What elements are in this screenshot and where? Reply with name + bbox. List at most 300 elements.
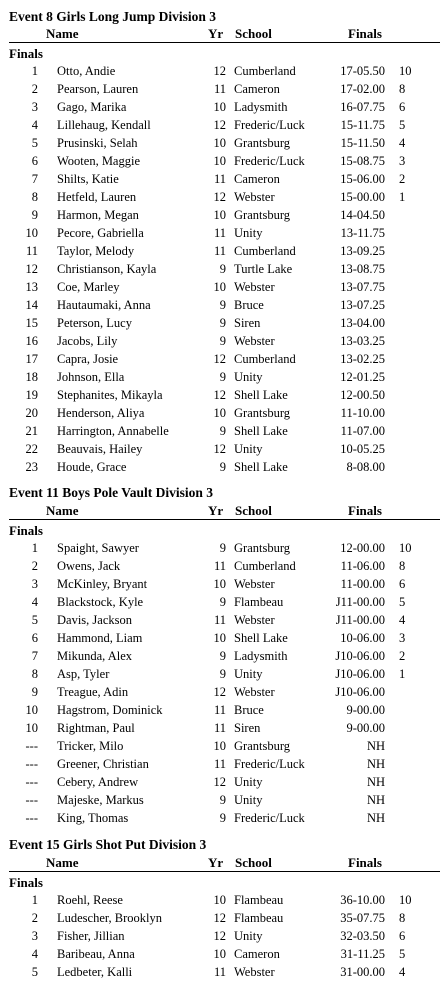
final-mark: J10-06.00	[335, 685, 385, 699]
place-cell: ---	[25, 793, 38, 807]
year-cell: 10	[213, 208, 226, 222]
year-cell: 9	[219, 298, 226, 312]
year-cell: 9	[219, 334, 226, 348]
year-cell: 9	[219, 370, 226, 384]
table-row	[0, 170, 447, 188]
year-cell: 12	[213, 911, 226, 925]
final-mark: 8-08.00	[346, 460, 385, 474]
points-cell: 10	[399, 64, 412, 78]
table-row	[0, 683, 447, 701]
school-cell: Webster	[234, 577, 275, 591]
column-header-row	[9, 855, 440, 872]
school-cell: Cumberland	[234, 352, 296, 366]
place-cell: 22	[25, 442, 38, 456]
year-cell: 10	[213, 154, 226, 168]
final-mark: J11-00.00	[335, 613, 385, 627]
year-cell: 10	[213, 577, 226, 591]
final-mark: 31-11.25	[340, 947, 385, 961]
year-cell: 11	[213, 965, 226, 979]
athlete-name: McKinley, Bryant	[57, 577, 148, 591]
header-name: Name	[46, 26, 79, 41]
school-cell: Cameron	[234, 947, 280, 961]
points-cell: 5	[399, 118, 406, 132]
points-cell: 8	[399, 559, 406, 573]
table-row	[0, 404, 447, 422]
points-cell: 1	[399, 667, 406, 681]
place-cell: 23	[25, 460, 38, 474]
final-mark: 11-00.00	[340, 577, 385, 591]
final-mark: 13-08.75	[340, 262, 385, 276]
final-mark: 13-02.25	[340, 352, 385, 366]
school-cell: Bruce	[234, 298, 264, 312]
place-cell: 10	[25, 721, 38, 735]
place-cell: 13	[25, 280, 38, 294]
header-school: School	[235, 855, 272, 870]
final-mark: 13-07.75	[340, 280, 385, 294]
year-cell: 9	[219, 595, 226, 609]
place-cell: 5	[31, 136, 38, 150]
year-cell: 11	[213, 244, 226, 258]
athlete-name: Lillehaug, Kendall	[57, 118, 151, 132]
school-cell: Frederic/Luck	[234, 757, 305, 771]
final-mark: 12-00.00	[340, 541, 385, 555]
final-mark: 14-04.50	[340, 208, 385, 222]
school-cell: Turtle Lake	[234, 262, 293, 276]
athlete-name: Owens, Jack	[57, 559, 121, 573]
place-cell: 8	[31, 190, 38, 204]
athlete-name: Beauvais, Hailey	[57, 442, 143, 456]
place-cell: 15	[25, 316, 38, 330]
final-mark: 17-02.00	[340, 82, 385, 96]
year-cell: 9	[219, 667, 226, 681]
year-cell: 9	[219, 424, 226, 438]
school-cell: Cameron	[234, 82, 280, 96]
place-cell: 12	[25, 262, 38, 276]
final-mark: J10-06.00	[335, 667, 385, 681]
athlete-name: Ludescher, Brooklyn	[57, 911, 163, 925]
school-cell: Grantsburg	[234, 541, 291, 555]
school-cell: Unity	[234, 226, 263, 240]
athlete-name: Mikunda, Alex	[57, 649, 132, 663]
year-cell: 12	[213, 64, 226, 78]
table-row	[0, 791, 447, 809]
points-cell: 2	[399, 172, 406, 186]
points-cell: 4	[399, 136, 406, 150]
header-name: Name	[46, 503, 79, 518]
place-cell: 7	[31, 172, 38, 186]
final-mark: 16-07.75	[340, 100, 385, 114]
year-cell: 12	[213, 775, 226, 789]
year-cell: 10	[213, 893, 226, 907]
athlete-name: Spaight, Sawyer	[57, 541, 139, 555]
header-yr: Yr	[208, 26, 224, 41]
school-cell: Cumberland	[234, 64, 296, 78]
athlete-name: Cebery, Andrew	[57, 775, 139, 789]
school-cell: Grantsburg	[234, 208, 291, 222]
table-row	[0, 62, 447, 80]
year-cell: 12	[213, 929, 226, 943]
school-cell: Shell Lake	[234, 460, 288, 474]
place-cell: 3	[31, 929, 38, 943]
final-mark: NH	[366, 811, 385, 825]
school-cell: Cumberland	[234, 559, 296, 573]
athlete-name: Taylor, Melody	[57, 244, 135, 258]
place-cell: 9	[31, 208, 38, 222]
final-mark: 9-00.00	[346, 721, 385, 735]
year-cell: 11	[213, 757, 226, 771]
points-cell: 6	[399, 577, 406, 591]
table-row	[0, 278, 447, 296]
place-cell: 1	[31, 64, 38, 78]
year-cell: 12	[213, 190, 226, 204]
place-cell: 16	[25, 334, 38, 348]
place-cell: 14	[25, 298, 38, 312]
school-cell: Unity	[234, 370, 263, 384]
athlete-name: Henderson, Aliya	[57, 406, 145, 420]
header-finals: Finals	[348, 503, 382, 518]
school-cell: Shell Lake	[234, 388, 288, 402]
final-mark: 36-10.00	[340, 893, 385, 907]
year-cell: 10	[213, 280, 226, 294]
year-cell: 10	[213, 406, 226, 420]
school-cell: Flambeau	[234, 911, 284, 925]
table-row	[0, 773, 447, 791]
year-cell: 12	[213, 352, 226, 366]
points-cell: 3	[399, 631, 406, 645]
table-row	[0, 719, 447, 737]
place-cell: 3	[31, 577, 38, 591]
school-cell: Webster	[234, 190, 275, 204]
header-finals: Finals	[348, 855, 382, 870]
school-cell: Siren	[234, 721, 261, 735]
points-cell: 8	[399, 82, 406, 96]
points-cell: 4	[399, 613, 406, 627]
athlete-name: Capra, Josie	[57, 352, 119, 366]
year-cell: 10	[213, 631, 226, 645]
year-cell: 10	[213, 136, 226, 150]
table-row	[0, 539, 447, 557]
year-cell: 12	[213, 442, 226, 456]
section-label: Finals	[9, 523, 43, 538]
table-row	[0, 963, 447, 981]
table-row	[0, 260, 447, 278]
place-cell: 18	[25, 370, 38, 384]
athlete-name: Johnson, Ella	[57, 370, 125, 384]
school-cell: Ladysmith	[234, 100, 288, 114]
year-cell: 11	[213, 172, 226, 186]
school-cell: Grantsburg	[234, 406, 291, 420]
athlete-name: Ledbeter, Kalli	[57, 965, 133, 979]
table-row	[0, 422, 447, 440]
place-cell: 4	[31, 947, 38, 961]
year-cell: 9	[219, 541, 226, 555]
school-cell: Unity	[234, 667, 263, 681]
athlete-name: Coe, Marley	[57, 280, 120, 294]
year-cell: 11	[213, 82, 226, 96]
place-cell: 6	[31, 154, 38, 168]
final-mark: 31-00.00	[340, 965, 385, 979]
final-mark: 35-07.75	[340, 911, 385, 925]
athlete-name: Pecore, Gabriella	[57, 226, 144, 240]
athlete-name: Harrington, Annabelle	[57, 424, 169, 438]
athlete-name: Davis, Jackson	[57, 613, 132, 627]
place-cell: 10	[25, 226, 38, 240]
athlete-name: Hautaumaki, Anna	[57, 298, 151, 312]
place-cell: 8	[31, 667, 38, 681]
school-cell: Cameron	[234, 172, 280, 186]
athlete-name: Asp, Tyler	[57, 667, 110, 681]
athlete-name: Roehl, Reese	[57, 893, 123, 907]
table-row	[0, 350, 447, 368]
table-row	[0, 188, 447, 206]
table-row	[0, 134, 447, 152]
school-cell: Flambeau	[234, 893, 284, 907]
event-title: Event 11 Boys Pole Vault Division 3	[9, 485, 214, 500]
final-mark: 13-03.25	[340, 334, 385, 348]
final-mark: 17-05.50	[340, 64, 385, 78]
header-school: School	[235, 26, 272, 41]
table-row	[0, 809, 447, 827]
table-row	[0, 296, 447, 314]
school-cell: Cumberland	[234, 244, 296, 258]
final-mark: 15-11.75	[340, 118, 385, 132]
school-cell: Frederic/Luck	[234, 811, 305, 825]
athlete-name: Blackstock, Kyle	[57, 595, 144, 609]
points-cell: 6	[399, 929, 406, 943]
athlete-name: Hagstrom, Dominick	[57, 703, 163, 717]
header-finals: Finals	[348, 26, 382, 41]
table-row	[0, 368, 447, 386]
athlete-name: Majeske, Markus	[57, 793, 144, 807]
final-mark: 12-01.25	[340, 370, 385, 384]
points-cell: 4	[399, 965, 406, 979]
place-cell: 7	[31, 649, 38, 663]
table-row	[0, 701, 447, 719]
year-cell: 12	[213, 685, 226, 699]
table-row	[0, 909, 447, 927]
table-row	[0, 224, 447, 242]
final-mark: 15-06.00	[340, 172, 385, 186]
table-row	[0, 647, 447, 665]
place-cell: 5	[31, 965, 38, 979]
header-yr: Yr	[208, 855, 224, 870]
table-row	[0, 755, 447, 773]
place-cell: ---	[25, 739, 38, 753]
final-mark: 13-04.00	[340, 316, 385, 330]
year-cell: 11	[213, 559, 226, 573]
year-cell: 12	[213, 388, 226, 402]
year-cell: 10	[213, 739, 226, 753]
year-cell: 9	[219, 316, 226, 330]
final-mark: 11-10.00	[340, 406, 385, 420]
school-cell: Flambeau	[234, 595, 284, 609]
table-row	[0, 575, 447, 593]
final-mark: 13-07.25	[340, 298, 385, 312]
school-cell: Webster	[234, 613, 275, 627]
points-cell: 3	[399, 154, 406, 168]
table-row	[0, 557, 447, 575]
table-row	[0, 80, 447, 98]
points-cell: 2	[399, 649, 406, 663]
school-cell: Frederic/Luck	[234, 154, 305, 168]
school-cell: Grantsburg	[234, 136, 291, 150]
place-cell: 17	[25, 352, 38, 366]
athlete-name: Rightman, Paul	[57, 721, 135, 735]
athlete-name: Tricker, Milo	[57, 739, 124, 753]
event-title: Event 8 Girls Long Jump Division 3	[9, 9, 217, 24]
athlete-name: Baribeau, Anna	[57, 947, 135, 961]
athlete-name: Peterson, Lucy	[57, 316, 132, 330]
year-cell: 11	[213, 226, 226, 240]
athlete-name: Hammond, Liam	[57, 631, 143, 645]
place-cell: ---	[25, 775, 38, 789]
year-cell: 9	[219, 262, 226, 276]
final-mark: 15-11.50	[340, 136, 385, 150]
final-mark: J11-00.00	[335, 595, 385, 609]
school-cell: Unity	[234, 793, 263, 807]
year-cell: 9	[219, 793, 226, 807]
place-cell: 20	[25, 406, 38, 420]
header-school: School	[235, 503, 272, 518]
place-cell: 19	[25, 388, 38, 402]
school-cell: Bruce	[234, 703, 264, 717]
section-label: Finals	[9, 875, 43, 890]
school-cell: Webster	[234, 280, 275, 294]
school-cell: Unity	[234, 442, 263, 456]
school-cell: Shell Lake	[234, 424, 288, 438]
athlete-name: Fisher, Jillian	[57, 929, 125, 943]
place-cell: 3	[31, 100, 38, 114]
place-cell: 1	[31, 541, 38, 555]
final-mark: NH	[366, 775, 385, 789]
header-yr: Yr	[208, 503, 224, 518]
final-mark: 11-07.00	[340, 424, 385, 438]
athlete-name: Christianson, Kayla	[57, 262, 157, 276]
place-cell: 5	[31, 613, 38, 627]
table-row	[0, 629, 447, 647]
year-cell: 10	[213, 100, 226, 114]
athlete-name: Wooten, Maggie	[57, 154, 141, 168]
table-row	[0, 152, 447, 170]
event-title: Event 15 Girls Shot Put Division 3	[9, 837, 207, 852]
athlete-name: Gago, Marika	[57, 100, 127, 114]
final-mark: 9-00.00	[346, 703, 385, 717]
final-mark: 13-09.25	[340, 244, 385, 258]
final-mark: 13-11.75	[340, 226, 385, 240]
final-mark: NH	[366, 739, 385, 753]
table-row	[0, 458, 447, 476]
final-mark: 10-06.00	[340, 631, 385, 645]
place-cell: 2	[31, 911, 38, 925]
school-cell: Unity	[234, 929, 263, 943]
table-row	[0, 242, 447, 260]
final-mark: 15-00.00	[340, 190, 385, 204]
athlete-name: Houde, Grace	[57, 460, 127, 474]
athlete-name: Otto, Andie	[57, 64, 116, 78]
table-row	[0, 665, 447, 683]
year-cell: 11	[213, 613, 226, 627]
place-cell: 4	[31, 595, 38, 609]
place-cell: 11	[25, 244, 38, 258]
athlete-name: Greener, Christian	[57, 757, 149, 771]
place-cell: ---	[25, 811, 38, 825]
year-cell: 9	[219, 649, 226, 663]
athlete-name: Shilts, Katie	[57, 172, 119, 186]
year-cell: 9	[219, 811, 226, 825]
table-row	[0, 927, 447, 945]
table-row	[0, 386, 447, 404]
athlete-name: Stephanites, Mikayla	[57, 388, 163, 402]
section-label: Finals	[9, 46, 43, 61]
place-cell: ---	[25, 757, 38, 771]
athlete-name: Prusinski, Selah	[57, 136, 138, 150]
final-mark: 15-08.75	[340, 154, 385, 168]
place-cell: 1	[31, 893, 38, 907]
final-mark: 11-06.00	[340, 559, 385, 573]
final-mark: 10-05.25	[340, 442, 385, 456]
final-mark: J10-06.00	[335, 649, 385, 663]
table-row	[0, 593, 447, 611]
table-row	[0, 737, 447, 755]
athlete-name: Pearson, Lauren	[57, 82, 139, 96]
points-cell: 5	[399, 947, 406, 961]
year-cell: 10	[213, 947, 226, 961]
points-cell: 8	[399, 911, 406, 925]
year-cell: 9	[219, 460, 226, 474]
athlete-name: King, Thomas	[57, 811, 129, 825]
points-cell: 10	[399, 541, 412, 555]
athlete-name: Jacobs, Lily	[57, 334, 118, 348]
athlete-name: Hetfeld, Lauren	[57, 190, 137, 204]
place-cell: 2	[31, 82, 38, 96]
table-row	[0, 440, 447, 458]
place-cell: 9	[31, 685, 38, 699]
column-header-row	[9, 26, 440, 43]
year-cell: 12	[213, 118, 226, 132]
school-cell: Webster	[234, 685, 275, 699]
header-name: Name	[46, 855, 79, 870]
table-row	[0, 206, 447, 224]
year-cell: 11	[213, 703, 226, 717]
athlete-name: Treague, Adin	[57, 685, 129, 699]
table-row	[0, 611, 447, 629]
points-cell: 10	[399, 893, 412, 907]
points-cell: 1	[399, 190, 406, 204]
school-cell: Siren	[234, 316, 261, 330]
table-row	[0, 314, 447, 332]
final-mark: 12-00.50	[340, 388, 385, 402]
school-cell: Grantsburg	[234, 739, 291, 753]
place-cell: 2	[31, 559, 38, 573]
points-cell: 6	[399, 100, 406, 114]
final-mark: NH	[366, 793, 385, 807]
year-cell: 11	[213, 721, 226, 735]
final-mark: 32-03.50	[340, 929, 385, 943]
school-cell: Shell Lake	[234, 631, 288, 645]
school-cell: Unity	[234, 775, 263, 789]
school-cell: Frederic/Luck	[234, 118, 305, 132]
column-header-row	[9, 503, 440, 520]
points-cell: 5	[399, 595, 406, 609]
table-row	[0, 98, 447, 116]
place-cell: 10	[25, 703, 38, 717]
place-cell: 6	[31, 631, 38, 645]
table-row	[0, 116, 447, 134]
athlete-name: Harmon, Megan	[57, 208, 139, 222]
table-row	[0, 891, 447, 909]
final-mark: NH	[366, 757, 385, 771]
school-cell: Webster	[234, 965, 275, 979]
